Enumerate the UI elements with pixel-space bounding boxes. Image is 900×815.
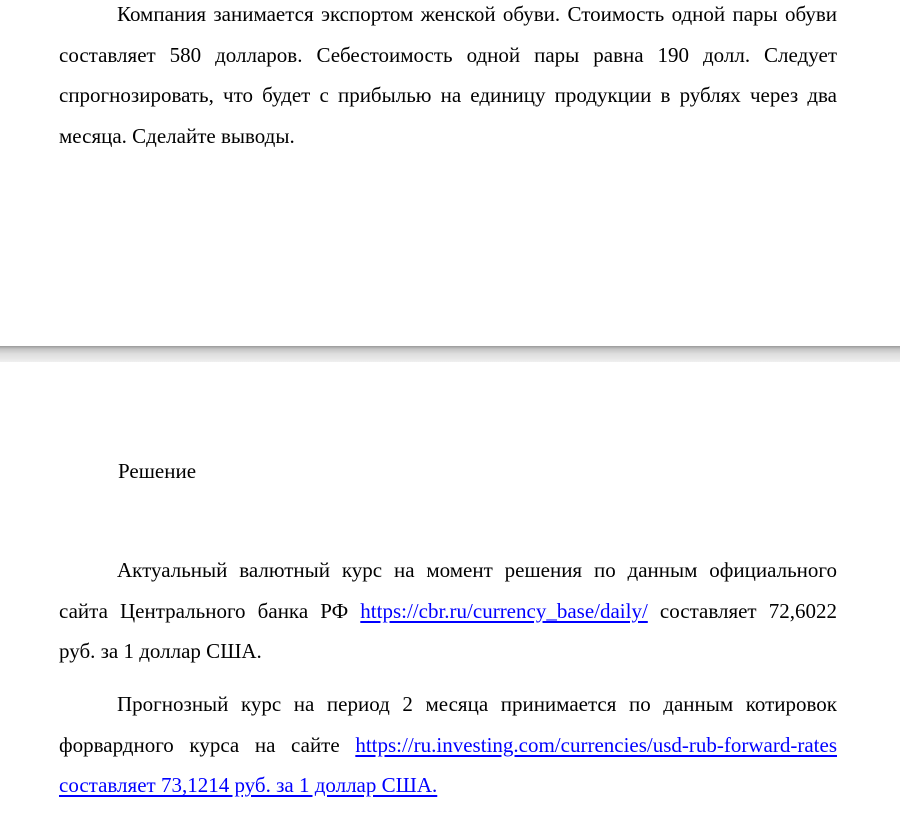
task-paragraph: Компания занимается экспортом женской обуви. Стоимость одной пары обуви составляет 580 долларов. Себестоимость одной пары равна 190 долл. Следует спрогнозировать, что будет с прибылью на единицу продукции в рублях через два месяца. Сделайте выводы. <box>59 2 837 148</box>
solution-heading: Решение <box>118 459 197 483</box>
document-page-1 <box>0 0 900 346</box>
current-rate-paragraph <box>59 550 837 672</box>
forecast-rate-text: Прогнозный курс на период 2 месяца принимается по данным котировок форвардного курса на сайте <box>59 692 837 757</box>
document-page-2 <box>0 362 900 815</box>
investing-link[interactable]: https://ru.investing.com/currencies/usd-rub-forward-rates составляет 73,1214 руб. за 1 доллар США. <box>59 732 837 797</box>
page-separator <box>0 346 900 362</box>
current-rate-value-text: составляет 72,6022 руб. за 1 доллар США. <box>59 598 837 663</box>
cbr-link[interactable]: https://cbr.ru/currency_base/daily/ <box>360 598 648 623</box>
current-rate-text: Актуальный валютный курс на момент решения по данным официального сайта Центрального банка РФ <box>59 558 837 623</box>
forecast-rate-paragraph <box>59 684 837 806</box>
